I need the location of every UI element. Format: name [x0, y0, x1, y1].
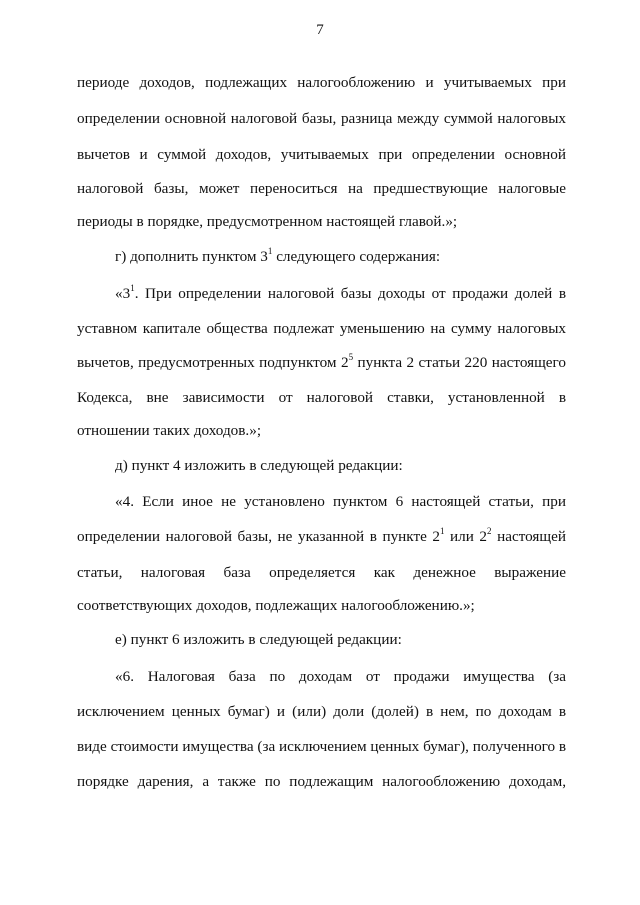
- text-line: соответствующих доходов, подлежащих налогообложению.»;: [77, 597, 475, 614]
- text-line: налоговой базы, может переноситься на предшествующие налоговые: [77, 180, 566, 197]
- text-line: д) пункт 4 изложить в следующей редакции:: [115, 457, 403, 474]
- page-number: 7: [316, 22, 324, 38]
- text-line: виде стоимости имущества (за исключением ценных бумаг), полученного в: [77, 738, 567, 755]
- text-line: периоде доходов, подлежащих налогообложению и учитываемых при: [77, 74, 566, 91]
- text-line: статьи, налоговая база определяется как денежное выражение: [77, 564, 566, 581]
- text-line: «$3^1$. При определении налоговой базы доходы от продажи долей в: [115, 282, 566, 302]
- text-line: уставном капитале общества подлежат уменьшению на сумму налоговых: [77, 320, 566, 337]
- text-line: отношении таких доходов.»;: [77, 422, 262, 439]
- text-line: «6. Налоговая база по доходам от продажи имущества (за: [115, 668, 566, 685]
- text-line: исключением ценных бумаг) и (или) доли (долей) в нем, по доходам в: [77, 703, 566, 720]
- text-line: е) пункт 6 изложить в следующей редакции:: [115, 631, 402, 648]
- text-line: «4. Если иное не установлено пунктом 6 настоящей статьи, при: [115, 493, 566, 510]
- text-line: Кодекса, вне зависимости от налоговой ставки, установленной в: [77, 389, 566, 406]
- text-line: периоды в порядке, предусмотренном настоящей главой.»;: [77, 213, 458, 230]
- text-line: определении основной налоговой базы, разница между суммой налоговых: [77, 110, 566, 127]
- text-line: порядке дарения, а также по подлежащим налогообложению доходам,: [77, 773, 566, 790]
- text-line: г) дополнить пунктом $3^1$ следующего содержания:: [115, 245, 441, 265]
- text-line: вычетов, предусмотренных подпунктом $2^5$ пункта 2 статьи 220 настоящего: [77, 351, 566, 371]
- text-line: вычетов и суммой доходов, учитываемых при определении основной: [77, 146, 566, 163]
- text-line: определении налоговой базы, не указанной в пункте $2^1$ или $2^2$ настоящей: [77, 525, 566, 545]
